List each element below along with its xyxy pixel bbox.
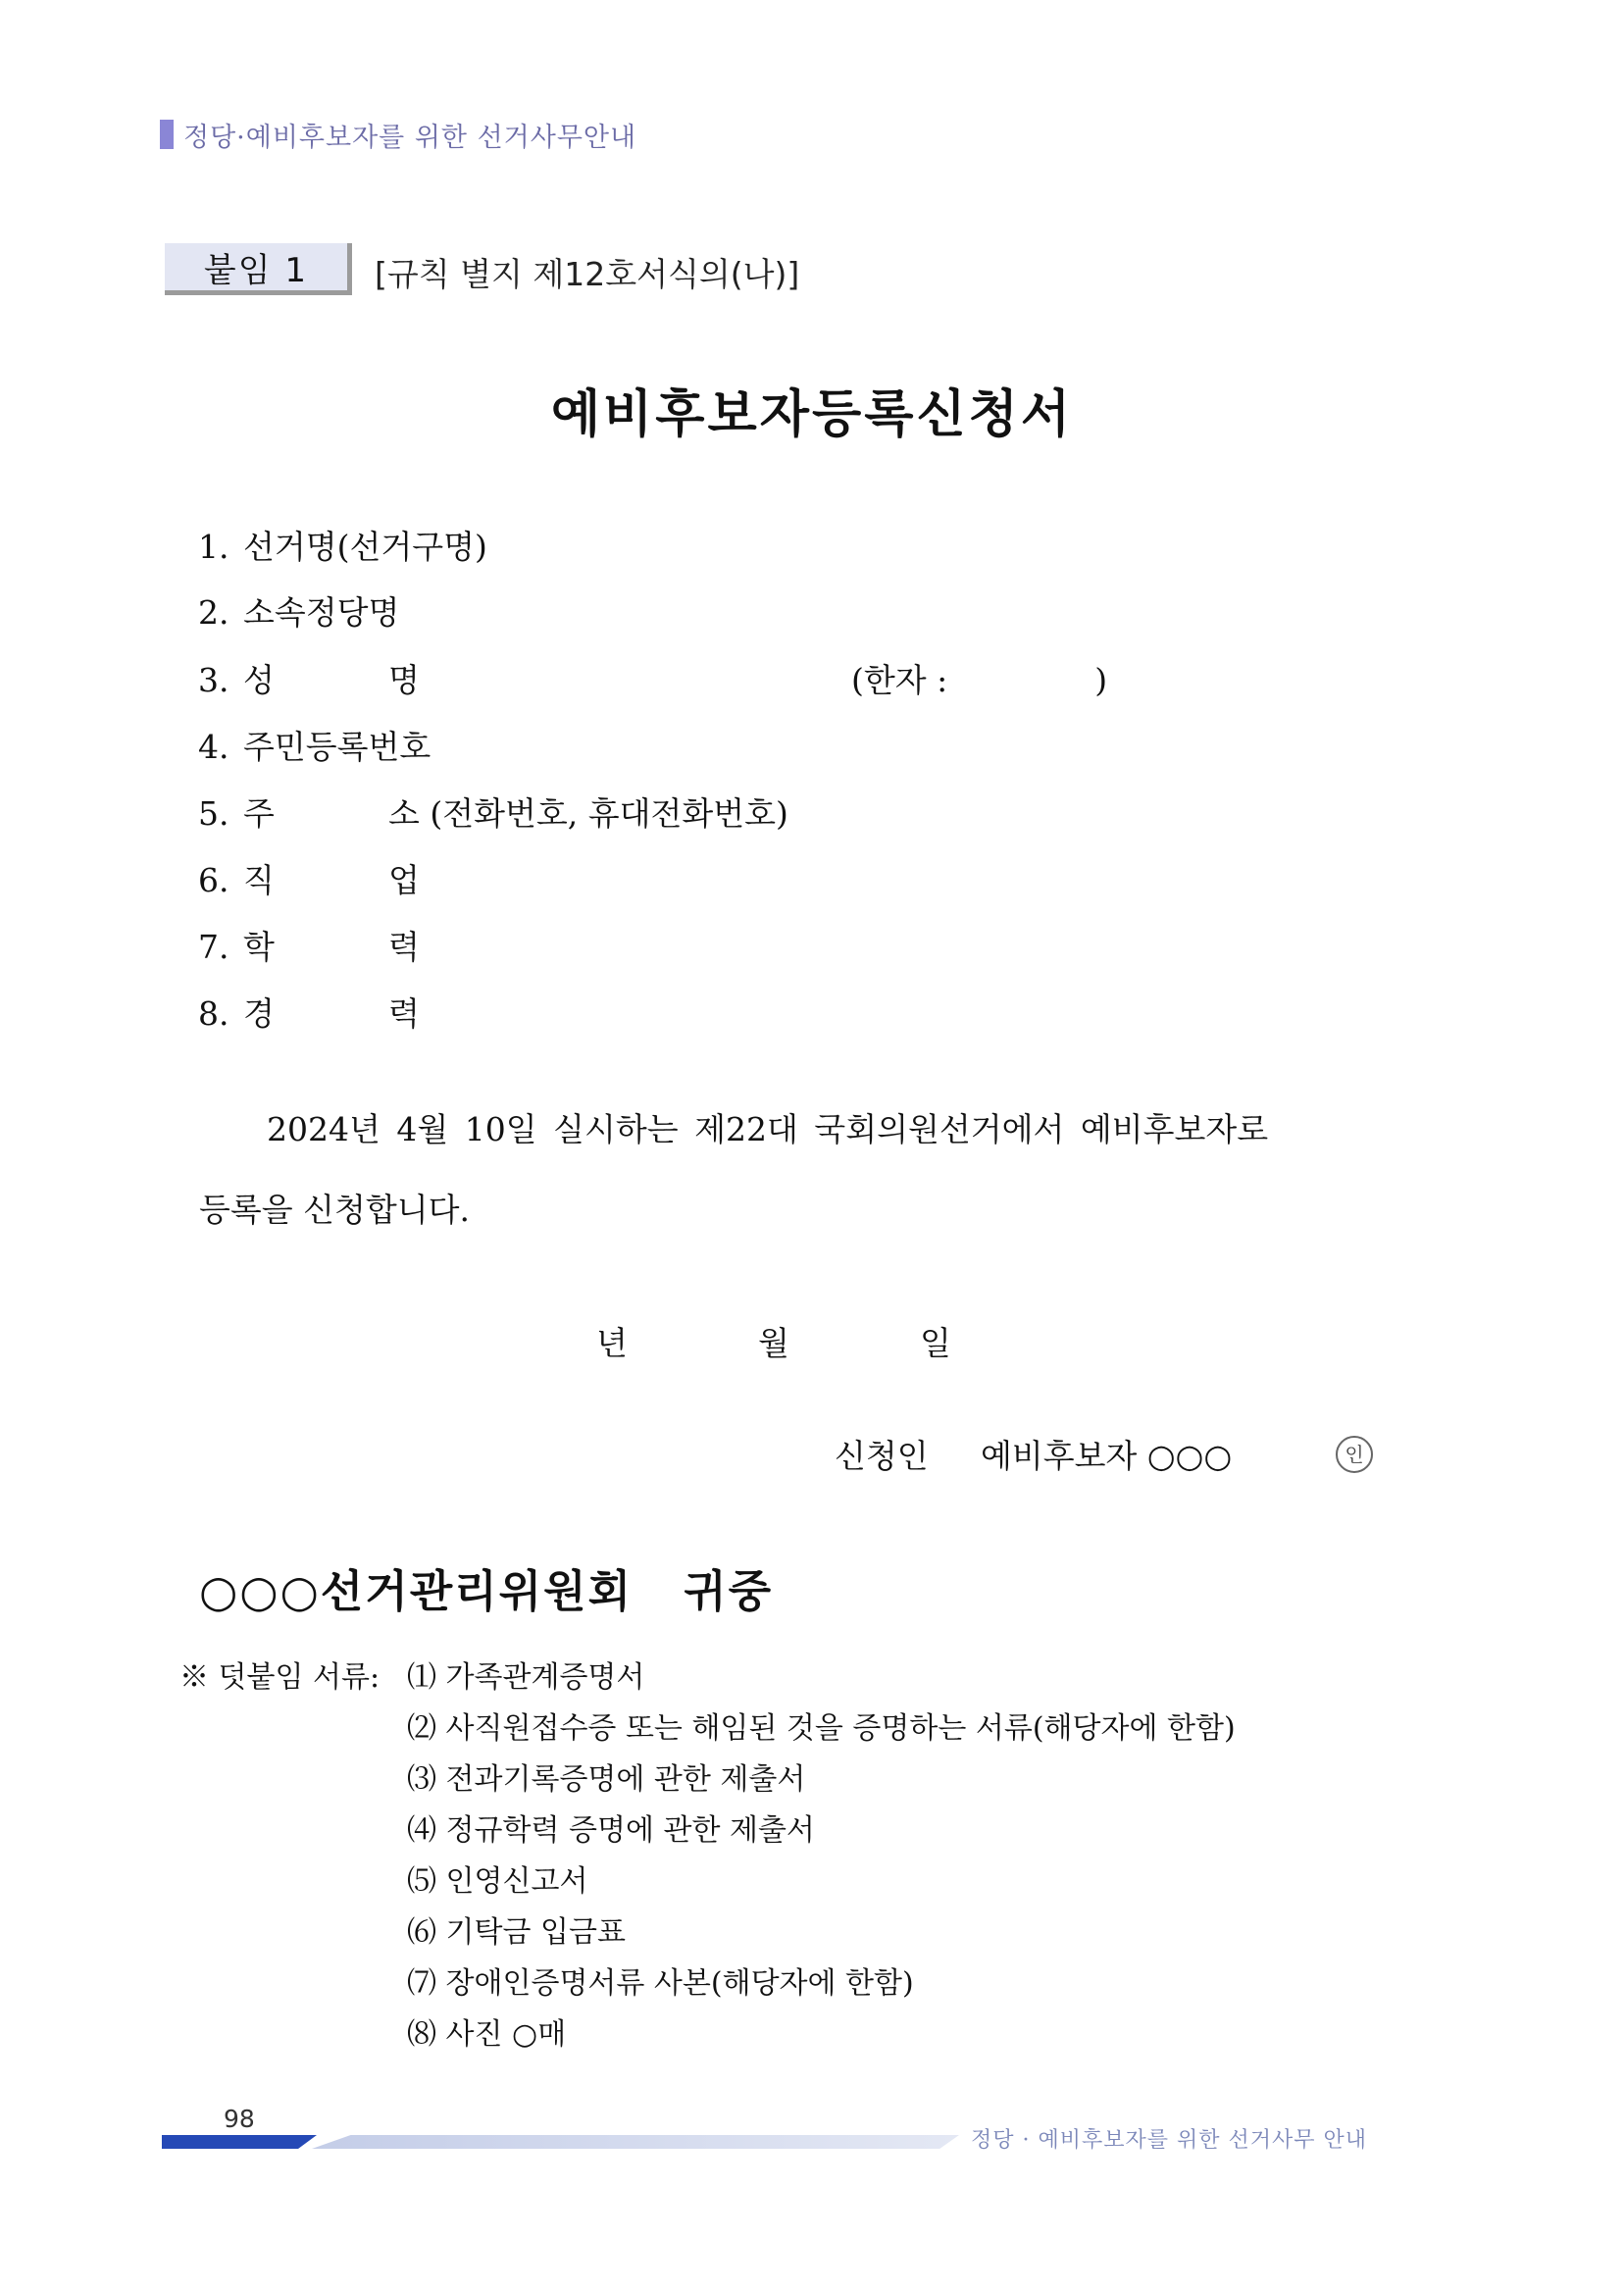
page-number: 98 (224, 2105, 255, 2133)
header-accent-bar (160, 120, 174, 149)
field-career (198, 992, 420, 1036)
field-label: 학 (243, 928, 275, 966)
field-label: 경 (243, 994, 275, 1033)
field-label: 주 (243, 794, 275, 833)
field-label-tail: 업 (388, 861, 420, 899)
field-label: 직 (243, 861, 275, 899)
field-occupation (198, 859, 420, 902)
field-number: 7. (198, 928, 229, 966)
date-month: 월 (758, 1324, 789, 1362)
field-education (198, 926, 420, 969)
attachments-prefix: ※ 덧붙임 서류: (179, 1660, 381, 1695)
applicant-name: 예비후보자 ○○○ (981, 1437, 1233, 1475)
field-number: 2. (198, 593, 229, 632)
attachment-item: ⑺ 장애인증명서류 사본(해당자에 한함) (407, 1966, 914, 2001)
field-label-tail: 명 (388, 661, 420, 699)
hanja-close: ) (1094, 661, 1108, 699)
field-address (198, 792, 788, 836)
field-label: 소속정당명 (243, 593, 400, 632)
field-label-tail: 소 (전화번호, 휴대전화번호) (388, 794, 788, 833)
declaration-line-1: 2024년 4월 10일 실시하는 제22대 국회의원선거에서 예비후보자로 (267, 1110, 1269, 1148)
running-header (160, 118, 636, 151)
hanja-note (851, 659, 1107, 702)
date-year: 년 (596, 1324, 628, 1362)
field-number: 3. (198, 661, 229, 699)
field-number: 1. (198, 528, 229, 566)
seal-mark: 인 (1336, 1436, 1373, 1473)
attachment-item: ⑹ 기탁금 입금표 (407, 1915, 626, 1950)
applicant-label: 신청인 (835, 1437, 929, 1475)
footer-blue-bar (162, 2135, 317, 2149)
field-label-tail: 력 (388, 994, 420, 1033)
field-resident-number (198, 726, 431, 769)
field-label-tail: 력 (388, 928, 420, 966)
running-header-text: 정당·예비후보자를 위한 선거사무안내 (183, 122, 637, 153)
attachment-item: ⑵ 사직원접수증 또는 해임된 것을 증명하는 서류(해당자에 한함) (407, 1711, 1236, 1746)
committee-name: ○○○선거관리위원회 (199, 1565, 634, 1617)
attachment-item: ⑻ 사진 ○매 (407, 2017, 567, 2052)
field-number: 8. (198, 994, 229, 1033)
attachment-item: ⑷ 정규학력 증명에 관한 제출서 (407, 1813, 815, 1848)
field-label: 성 (243, 661, 275, 699)
attachment-item: ⑸ 인영신고서 (407, 1864, 588, 1899)
field-name (198, 659, 420, 702)
footer-light-bar (312, 2135, 959, 2149)
document-title: 예비후보자등록신청서 (550, 384, 1074, 444)
field-label: 주민등록번호 (243, 728, 431, 766)
attachment-label: 붙임 1 (165, 243, 352, 295)
field-number: 5. (198, 794, 229, 833)
footer-text: 정당 · 예비후보자를 위한 선거사무 안내 (971, 2128, 1367, 2153)
hanja-open: (한자 : (851, 661, 948, 699)
committee-addressee (199, 1555, 773, 1619)
form-reference: [규칙 별지 제12호서식의(나)] (375, 255, 800, 293)
date-day: 일 (920, 1324, 951, 1362)
field-number: 4. (198, 728, 229, 766)
attachment-item: ⑶ 전과기록증명에 관한 제출서 (407, 1762, 806, 1797)
declaration-line-2: 등록을 신청합니다. (199, 1191, 471, 1229)
field-number: 6. (198, 861, 229, 899)
field-election-name (198, 526, 487, 569)
field-party (198, 591, 399, 635)
attachment-item: ⑴ 가족관계증명서 (407, 1660, 645, 1695)
field-label: 선거명(선거구명) (243, 528, 487, 566)
committee-suffix: 귀중 (684, 1565, 774, 1617)
